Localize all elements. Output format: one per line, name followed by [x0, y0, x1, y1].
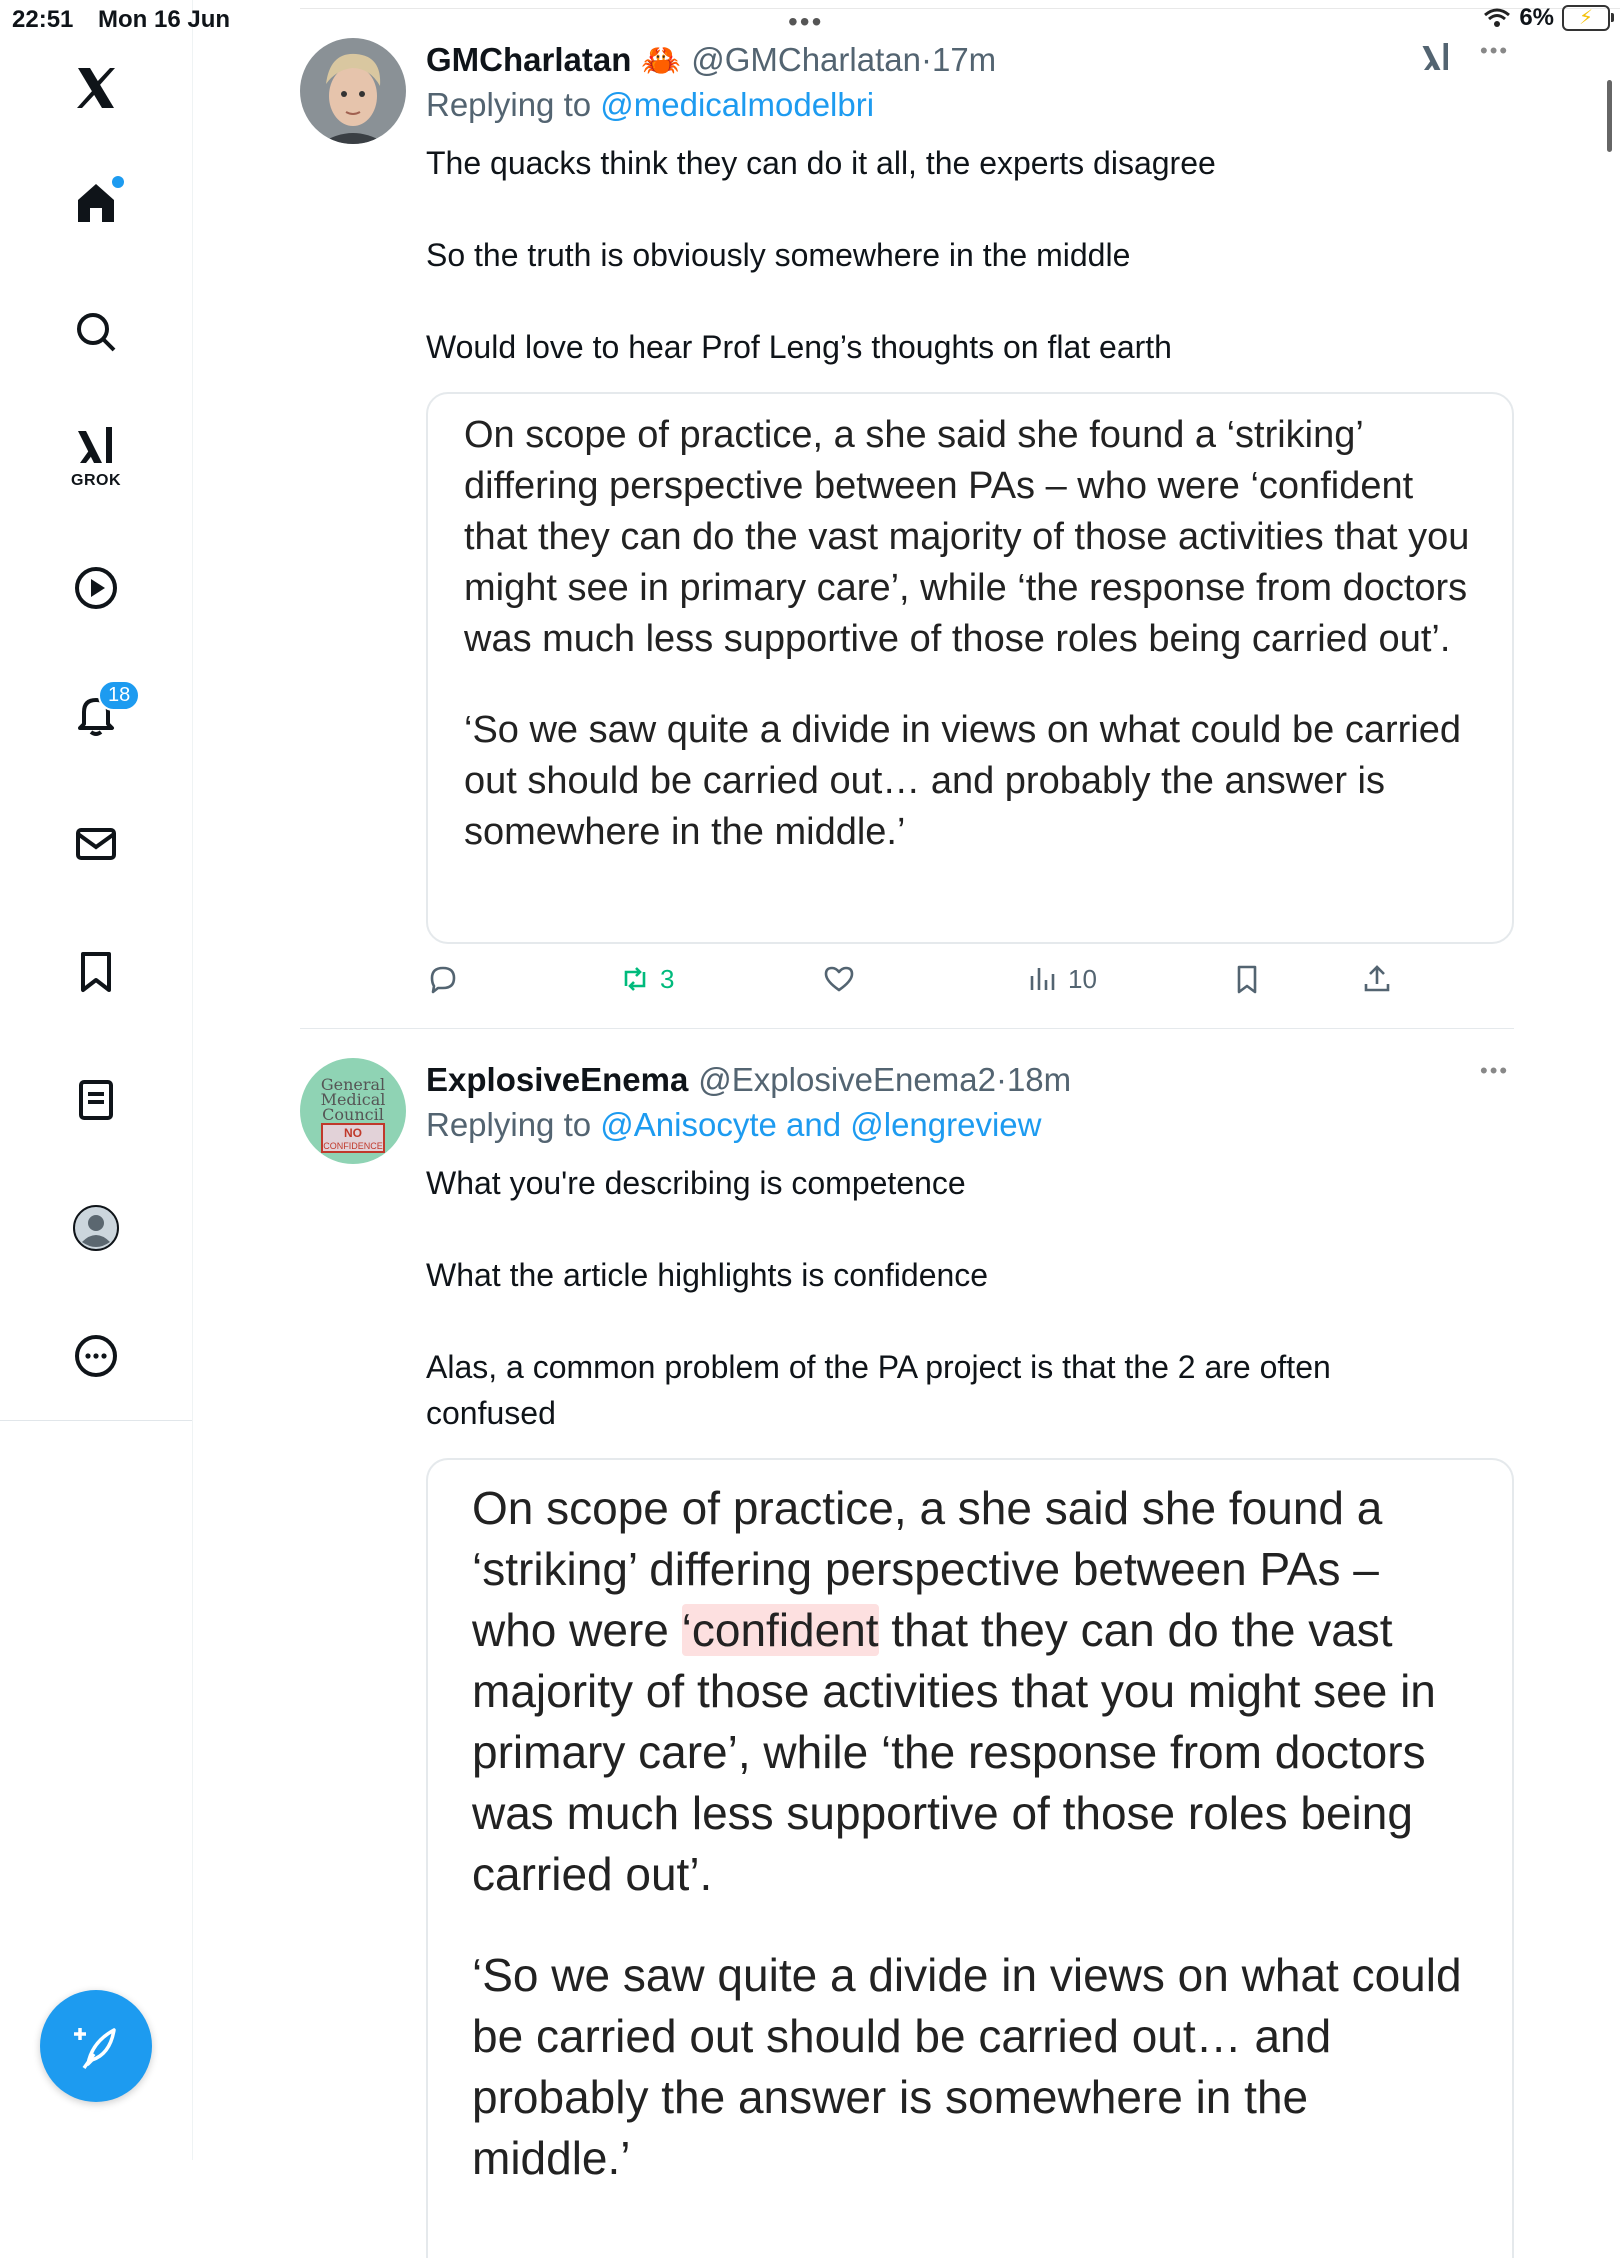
replying-prefix: Replying to — [426, 86, 592, 123]
quote-paragraph: On scope of practice, a she said she found a ‘striking’ differing perspective between PAs – who were ‘confident that they can do the vast majority of those activities that you might see in primary care’, while ‘the response from doctors was much less supportive of those roles being carried out’. — [464, 414, 1470, 660]
multitasking-dots-icon[interactable]: ••• — [788, 6, 824, 37]
views-button[interactable] — [1026, 962, 1097, 996]
post-paragraph: What you're describing is competence — [426, 1165, 966, 1201]
repost-count: 3 — [660, 963, 675, 994]
quote-paragraph: ‘So we saw quite a divide in views on what could be carried out should be carried out… and probably the answer is somewhere in the middle.’ — [464, 709, 1461, 853]
sidebar-divider — [0, 1420, 192, 1421]
avatar-text: Council — [322, 1105, 384, 1124]
quoted-image[interactable] — [426, 392, 1514, 944]
sidebar-item-notifications[interactable] — [56, 674, 136, 754]
avatar[interactable] — [300, 1058, 406, 1164]
action-bar — [426, 962, 1426, 1010]
status-time: 22:51 — [12, 6, 74, 33]
sidebar — [0, 0, 193, 2160]
quote-paragraph: ‘So we saw quite a divide in views on what could be carried out should be carried out… and probably the answer is somewhere in the middle.’ — [472, 1949, 1462, 2184]
wifi-icon — [1483, 7, 1511, 29]
replying-to — [426, 86, 1406, 130]
grok-explain-icon[interactable] — [1418, 40, 1454, 76]
quote-paragraph — [472, 1478, 1472, 1905]
quote-text — [472, 1478, 1472, 2189]
reply-button[interactable] — [426, 962, 468, 996]
search-icon — [72, 308, 120, 356]
display-name[interactable]: ExplosiveEnema — [426, 1061, 689, 1098]
like-button[interactable] — [822, 962, 864, 996]
sidebar-item-video[interactable] — [56, 548, 136, 628]
post-paragraph: What the article highlights is confidence — [426, 1257, 989, 1293]
sidebar-item-bookmarks[interactable] — [56, 932, 136, 1012]
reply-icon — [426, 962, 460, 996]
play-circle-icon — [72, 564, 120, 612]
post-text — [426, 1160, 1406, 1436]
avatar[interactable] — [300, 38, 406, 144]
post-paragraph: So the truth is obviously somewhere in the middle — [426, 237, 1131, 273]
avatar-text: General — [320, 1075, 386, 1094]
handle[interactable]: @ExplosiveEnema2 — [698, 1061, 996, 1098]
sidebar-item-messages[interactable] — [56, 804, 136, 884]
post-paragraph: The quacks think they can do it all, the experts disagree — [426, 145, 1216, 181]
display-name[interactable]: GMCharlatan — [426, 41, 632, 78]
charging-bolt-icon: ⚡ — [1578, 7, 1594, 29]
status-right — [1483, 4, 1610, 32]
meta-separator: · — [920, 41, 932, 78]
grok-icon — [72, 423, 120, 471]
meta-separator: · — [995, 1061, 1007, 1098]
repost-button[interactable] — [618, 962, 674, 996]
quoted-image[interactable] — [426, 1458, 1514, 2258]
bookmark-button[interactable] — [1230, 962, 1264, 996]
post-time[interactable]: 17m — [931, 41, 997, 78]
lists-icon — [72, 1076, 120, 1124]
bookmark-icon — [1230, 962, 1264, 996]
post-header — [426, 1058, 1406, 1102]
post-paragraph: Alas, a common problem of the PA project is that the 2 are often confused — [426, 1349, 1331, 1431]
sidebar-item-more[interactable] — [56, 1316, 136, 1396]
views-chart-icon — [1026, 962, 1060, 996]
more-options-icon[interactable]: ••• — [1480, 1058, 1510, 1083]
post-time[interactable]: 18m — [1006, 1061, 1072, 1098]
avatar-text: CONFIDENCE — [323, 1141, 383, 1151]
post-body — [426, 38, 1470, 944]
sidebar-item-lists[interactable] — [56, 1060, 136, 1140]
quote-text-segment: On scope of practice, a she said she found a ‘striking’ differing perspective between PAs – who were — [472, 1482, 1383, 1656]
avatar-text: Medical — [320, 1090, 386, 1109]
replying-prefix: Replying to — [426, 1106, 592, 1143]
scrollbar-thumb[interactable] — [1607, 80, 1612, 152]
profile-icon — [72, 1204, 120, 1252]
status-bar — [0, 0, 1620, 38]
quote-text-segment: that they can do the vast majority of those activities that you might see in primary care’, while ‘the response from doctors was much less supportive of those roles being carried out’. — [472, 1604, 1436, 1900]
more-circle-icon — [72, 1332, 120, 1380]
mention-link[interactable]: @Anisocyte and @lengreview — [600, 1106, 1042, 1143]
heart-icon — [822, 962, 856, 996]
post-paragraph: Would love to hear Prof Leng’s thoughts on flat earth — [426, 329, 1172, 365]
mail-icon — [72, 820, 120, 868]
post-body — [426, 1058, 1462, 2258]
sidebar-item-profile[interactable] — [56, 1188, 136, 1268]
share-icon — [1360, 962, 1394, 996]
notification-badge: 18 — [98, 680, 140, 711]
repost-icon — [618, 962, 652, 996]
timeline — [192, 0, 1620, 2184]
handle[interactable]: @GMCharlatan — [691, 41, 921, 78]
quote-text — [464, 410, 1482, 858]
compose-feather-icon — [70, 2020, 122, 2072]
post-text — [426, 140, 1406, 370]
sidebar-item-search[interactable] — [56, 292, 136, 372]
sidebar-item-grok[interactable] — [56, 416, 136, 496]
replying-to — [426, 1106, 1406, 1150]
crab-emoji-icon: 🦀 — [641, 42, 682, 78]
post-header — [426, 38, 1406, 82]
home-new-dot — [112, 176, 124, 188]
battery-percent: 6% — [1519, 4, 1554, 31]
more-options-icon[interactable]: ••• — [1480, 38, 1510, 63]
mention-link[interactable]: @medicalmodelbri — [600, 86, 875, 123]
status-date: Mon 16 Jun — [98, 6, 231, 33]
post-divider — [300, 1028, 1514, 1029]
grok-label: GROK — [71, 472, 121, 489]
bookmark-icon — [72, 948, 120, 996]
highlighted-word: ‘confident — [681, 1604, 879, 1656]
avatar-text: NO — [344, 1126, 362, 1140]
compose-post-button[interactable] — [40, 1990, 152, 2102]
sidebar-item-home[interactable] — [56, 162, 136, 242]
share-button[interactable] — [1360, 962, 1394, 996]
views-count: 10 — [1068, 963, 1097, 994]
x-logo-icon[interactable] — [56, 48, 136, 128]
battery-icon — [1562, 5, 1610, 31]
